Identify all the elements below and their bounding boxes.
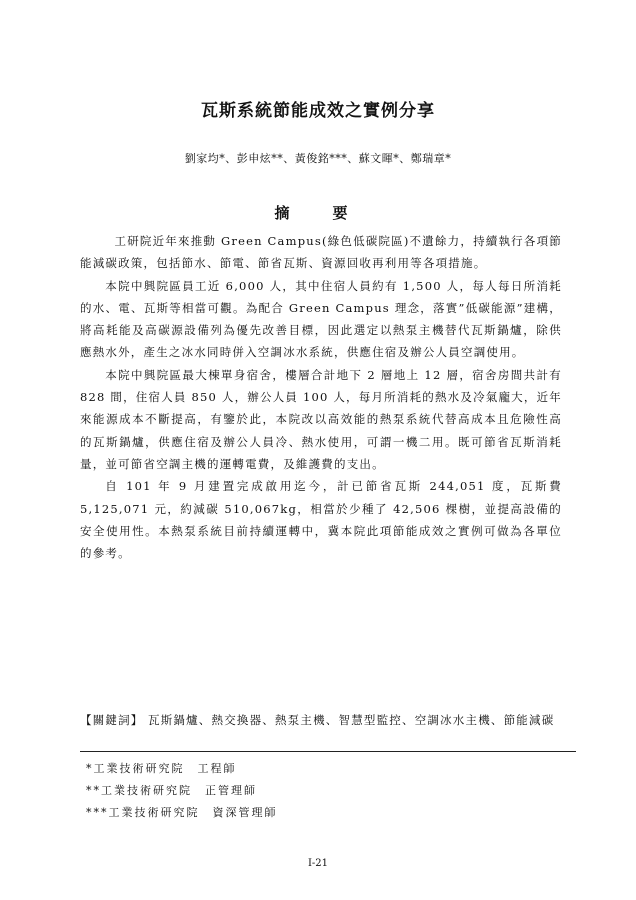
affiliation-footnotes [86,758,546,824]
footnote-divider [80,751,576,752]
affiliation-note: **工業技術研究院 正管理師 [86,784,257,797]
paper-title: 瓦斯系統節能成效之實例分享 [201,101,435,121]
page-number: I-21 [307,858,329,869]
affiliation-note: ***工業技術研究院 資深管理師 [86,806,278,819]
author-list: 劉家均*、彭申炫**、黃俊銘***、蘇文暉*、鄭瑞章* [184,152,452,165]
affiliation-note: *工業技術研究院 工程師 [86,762,237,775]
abstract-paragraph: 工研院近年來推動 Green Campus(綠色低碳院區)不遺餘力，持續執行各項節能減碳政策，包括節水、節電、節省瓦斯、資源回收再利用等各項措施。 [80,234,562,271]
abstract-paragraph: 本院中興院區最大棟單身宿舍，樓層合計地下 2 層地上 12 層，宿舍房間共計有 828 間，住宿人員 850 人，辦公人員 100 人，每月所消耗的熱水及冷氣龐大，近年來能源成本不斷提高，有鑒於此，本院改以高效能的熱泵系統代替高成本且危險性高的瓦斯鍋爐，供應住宿及辦公人員冷、熱水使用，可謂一機二用。既可節省瓦斯消耗量，並可節省空調主機的運轉電費，及維護費的支出。 [80,367,562,471]
keywords-text: 瓦斯鍋爐、熱交換器、熱泵主機、智慧型監控、空調冰水主機、節能減碳 [148,713,555,727]
abstract-paragraph: 自 101 年 9 月建置完成啟用迄今，計已節省瓦斯 244,051 度，瓦斯費 5,125,071 元，約減碳 510,067kg，相當於少種了 42,506 棵樹，並提高設備的安全使用性。本熱泵系統目前持續運轉中，冀本院此項節能成效之實例可做為各單位的參考。 [80,479,562,561]
abstract-paragraph: 本院中興院區員工近 6,000 人，其中住宿人員約有 1,500 人，每人每日所消耗的水、電、瓦斯等相當可觀。為配合 Green Campus 理念，落實”低碳能源”建構，將高耗能及高碳源設備列為優先改善目標，因此選定以熱泵主機替代瓦斯鍋爐，除供應熱水外，產生之冰水同時併入空調冰水系統，供應住宿及辦公人員空調使用。 [80,278,562,360]
abstract-heading: 摘 要 [274,204,362,222]
keywords-block [80,712,562,729]
keywords-label: 【關鍵詞】 [80,713,144,727]
abstract-body [80,230,562,564]
